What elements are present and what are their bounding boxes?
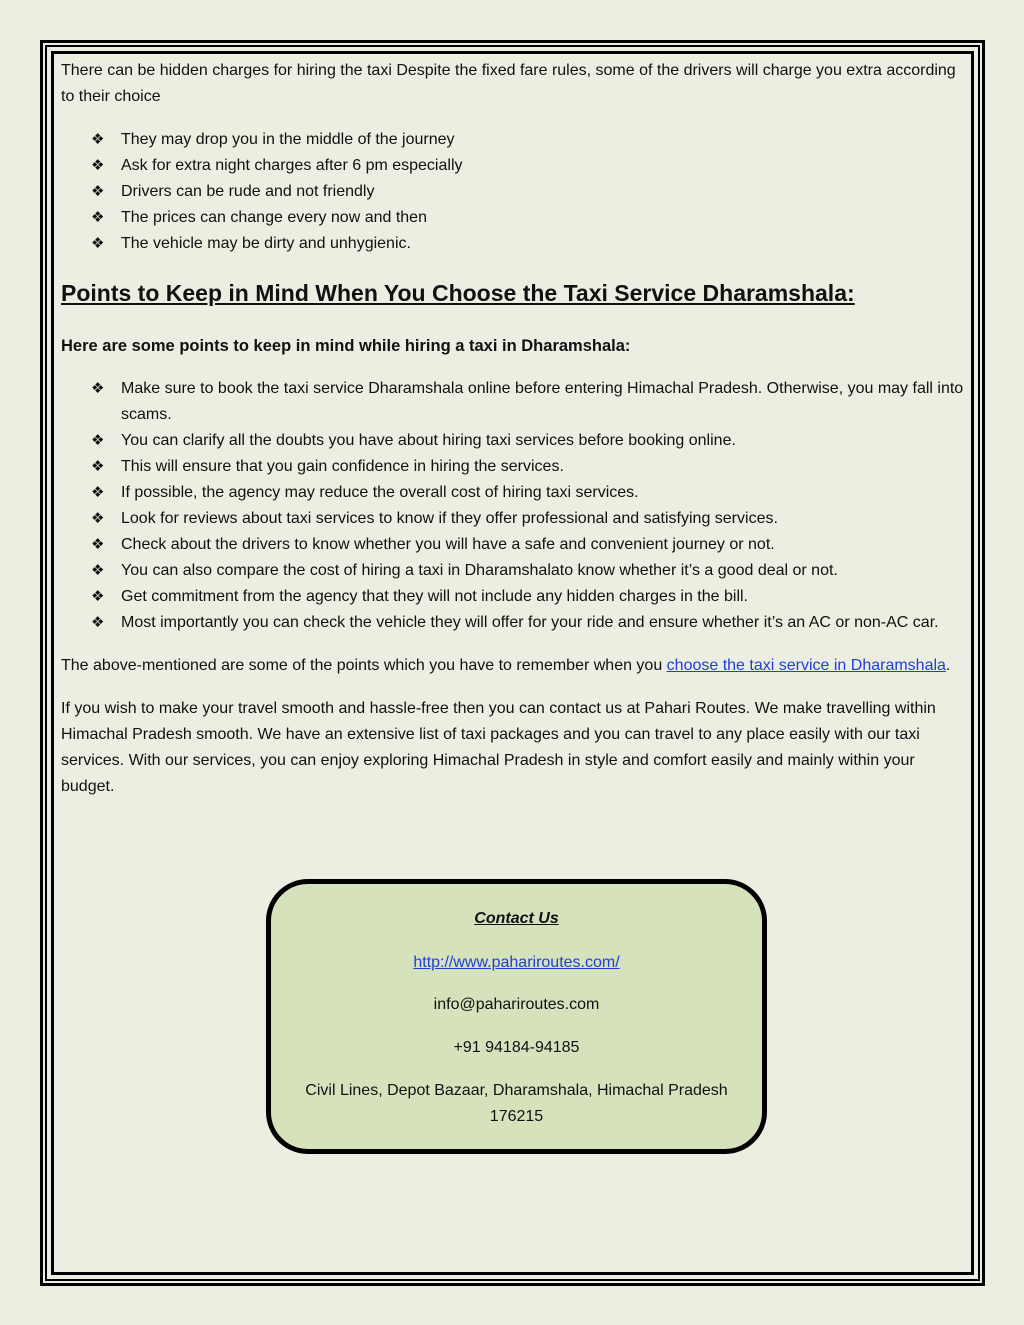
diamond-bullet-icon: ❖	[91, 536, 105, 553]
list-item-text: Look for reviews about taxi services to know if they offer professional and satisfying services.	[121, 510, 778, 527]
list-item	[61, 610, 966, 636]
list-item-text: Most importantly you can check the vehicle they will offer for your ride and ensure whether it’s an AC or non-AC car.	[121, 614, 939, 631]
contact-title: Contact Us	[474, 910, 559, 927]
list-item-text: Ask for extra night charges after 6 pm especially	[121, 157, 463, 174]
diamond-bullet-icon: ❖	[91, 510, 105, 527]
diamond-bullet-icon: ❖	[91, 432, 105, 449]
diamond-bullet-icon: ❖	[91, 380, 105, 397]
summary-end: .	[945, 657, 951, 674]
section-heading: Points to Keep in Mind When You Choose the Taxi Service Dharamshala:	[61, 280, 855, 306]
list-item-text: You can clarify all the doubts you have about hiring taxi services before booking online.	[121, 432, 736, 449]
diamond-bullet-icon: ❖	[91, 235, 105, 252]
summary-text: The above-mentioned are some of the points which you have to remember when you	[61, 657, 667, 674]
list-item-text: Check about the drivers to know whether you will have a safe and convenient journey or not.	[121, 536, 775, 553]
contact-box	[266, 879, 767, 1154]
list-item-text: Make sure to book the taxi service Dharamshala online before entering Himachal Pradesh. Otherwise, you may fall into scams.	[121, 380, 964, 423]
diamond-bullet-icon: ❖	[91, 209, 105, 226]
points-list	[61, 376, 966, 636]
list-item	[61, 231, 966, 257]
list-item	[61, 480, 966, 506]
contact-phone: +91 94184-94185	[453, 1039, 580, 1056]
document-body	[61, 58, 966, 800]
list-item-text: You can also compare the cost of hiring a taxi in Dharamshalato know whether it’s a good deal or not.	[121, 562, 838, 579]
diamond-bullet-icon: ❖	[91, 458, 105, 475]
list-item	[61, 153, 966, 179]
list-item	[61, 376, 966, 428]
website-link[interactable]: http://www.pahariroutes.com/	[413, 954, 620, 971]
list-item	[61, 532, 966, 558]
list-item-text: This will ensure that you gain confidence in hiring the services.	[121, 458, 564, 475]
contact-address: Civil Lines, Depot Bazaar, Dharamshala, Himachal Pradesh 176215	[305, 1082, 728, 1125]
diamond-bullet-icon: ❖	[91, 614, 105, 631]
diamond-bullet-icon: ❖	[91, 183, 105, 200]
list-item	[61, 584, 966, 610]
list-item-text: Drivers can be rude and not friendly	[121, 183, 375, 200]
diamond-bullet-icon: ❖	[91, 157, 105, 174]
list-item	[61, 558, 966, 584]
list-item	[61, 506, 966, 532]
intro-paragraph: There can be hidden charges for hiring the taxi Despite the fixed fare rules, some of the drivers will charge you extra according to their choice	[61, 62, 956, 105]
diamond-bullet-icon: ❖	[91, 588, 105, 605]
list-item	[61, 179, 966, 205]
list-item	[61, 205, 966, 231]
taxi-service-link[interactable]: choose the taxi service in Dharamshala	[666, 657, 946, 674]
list-item-text: The prices can change every now and then	[121, 209, 427, 226]
contact-email: info@pahariroutes.com	[433, 996, 600, 1013]
list-item	[61, 454, 966, 480]
summary-paragraph	[61, 653, 966, 679]
diamond-bullet-icon: ❖	[91, 484, 105, 501]
diamond-bullet-icon: ❖	[91, 131, 105, 148]
list-item	[61, 428, 966, 454]
list-item-text: If possible, the agency may reduce the overall cost of hiring taxi services.	[121, 484, 639, 501]
diamond-bullet-icon: ❖	[91, 562, 105, 579]
list-item-text: Get commitment from the agency that they will not include any hidden charges in the bill.	[121, 588, 748, 605]
section-subheading: Here are some points to keep in mind while hiring a taxi in Dharamshala:	[61, 337, 631, 355]
list-item	[61, 127, 966, 153]
issues-list	[61, 127, 966, 257]
list-item-text: They may drop you in the middle of the journey	[121, 131, 455, 148]
closing-paragraph: If you wish to make your travel smooth and hassle-free then you can contact us at Pahari Routes. We make travelling within Himachal Pradesh smooth. We have an extensive list of taxi packages and you can travel to any place easily with our taxi services. With our services, you can enjoy exploring Himachal Pradesh in style and comfort easily and mainly within your budget.	[61, 700, 936, 795]
list-item-text: The vehicle may be dirty and unhygienic.	[121, 235, 411, 252]
